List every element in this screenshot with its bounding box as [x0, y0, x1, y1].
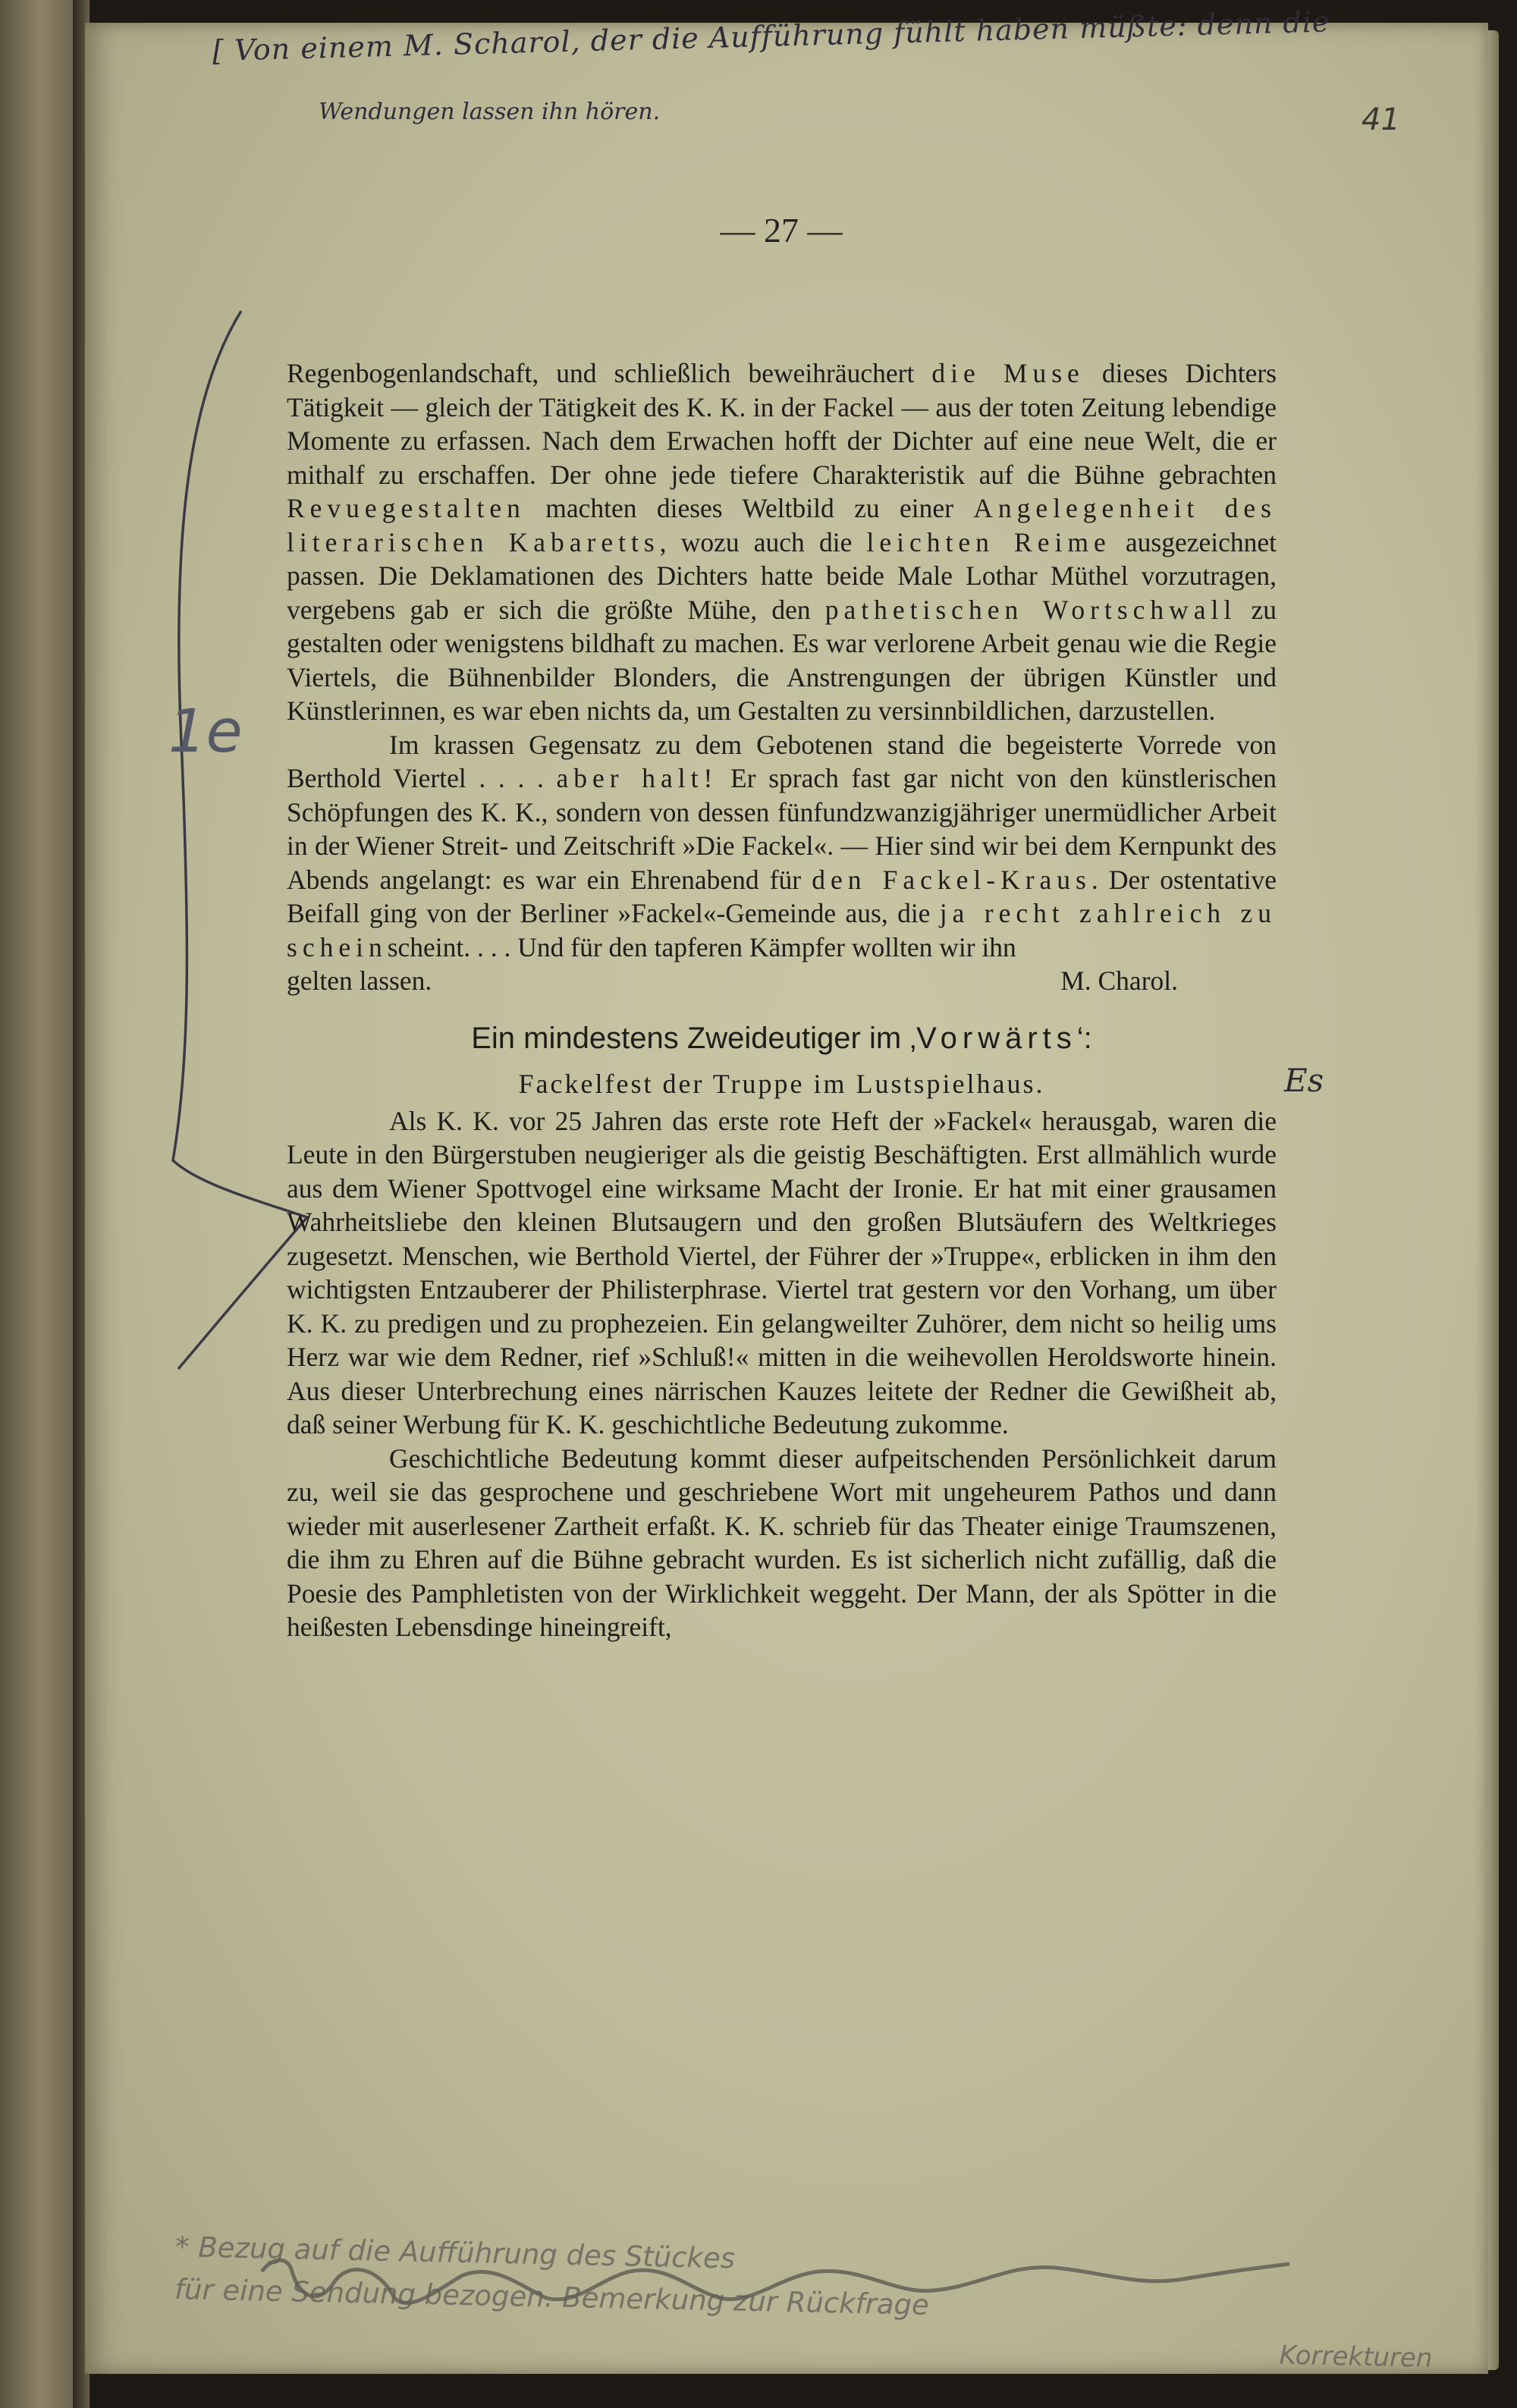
handwritten-line-1: [ Von einem M. Scharol, der die Aufführung fühlt haben müßte: denn die [212, 5, 1330, 67]
section-heading [287, 1019, 1277, 1057]
page-number: — 27 — [720, 211, 843, 250]
text-run: Regenbogenlandschaft, und schließlich beweihräuchert [287, 358, 932, 388]
text-run: . Der ostentative Beifall ging von der Berliner »Fackel«-Gemeinde aus, die [287, 864, 1277, 928]
text-run: Im krassen Gegensatz zu dem Gebotenen stand die begeisterte Vorrede von Berthold Viertel . . . . [287, 729, 1277, 793]
emphasized-text: leichten Reime [866, 526, 1111, 557]
emphasized-text: Angelegenheit des literarischen Kabaretts [287, 493, 1277, 557]
pencil-line-1: * Bezug auf die Aufführung des Stückes [174, 2231, 736, 2275]
heading-prefix: Ein mindestens Zweideutiger im ‚ [471, 1021, 917, 1055]
side-annotation-mark: Es [1284, 1062, 1324, 1099]
heading-spaced: Vorwärts [916, 1021, 1077, 1055]
emphasized-text: die Muse [931, 358, 1085, 388]
text-run: zu gestalten oder wenigstens bildhaft zu machen. Es war verlorene Arbeit genau wie die Regie Viertels, die Bühnenbilder Blonders, die Anstrengungen der übrigen Künstler und Künstlerinnen, es war eben nichts da, um Gestalten zu versinnbildlichen, darzustellen. [287, 594, 1277, 726]
article1-paragraph-2 [287, 728, 1277, 965]
section-subheading: Fackelfest der Truppe im Lustspielhaus. [518, 1068, 1045, 1099]
text-run: ausgezeichnet passen. Die Deklamationen des Dichters hatte beide Male Lothar Müthel vorzutragen, vergebens gab er sich die größte Mühe, den [287, 526, 1277, 625]
emphasized-text: Revuegestalten [287, 493, 526, 523]
pencil-line-2: für eine Sendung bezogen. Bemerkung zur Rückfrage [174, 2273, 930, 2322]
pencil-annotation-bottom [173, 2226, 1434, 2380]
margin-annotation-mark: 1e [168, 698, 243, 766]
article1-paragraph-1 [287, 356, 1277, 728]
text-run: , wozu auch die [659, 526, 867, 557]
text-run: Er sprach fast gar nicht von den künstlerischen Schöpfungen des K. K., sondern von dessen fünfundzwanzigjähriger unermüdlicher Arbeit in der Wiener Streit- und Zeitschrift »Die Fackel«. — Hier sind wir bei dem Kernpunkt des Abends angelangt: es war ein Ehrenabend für [287, 763, 1277, 895]
article2-paragraph-1: Als K. K. vor 25 Jahren das erste rote Heft der »Fackel« herausgab, waren die Leute in den Bürgerstuben neugieriger als die geistig Beschäftigten. Erst allmählich wurde aus dem Wiener Spottvogel eine wirksame Macht der Ironie. Er hat mit einer grausamen Wahrheitsliebe den kleinen Blutsaugern und den großen Blutsäufern des Weltkrieges zugesetzt. Menschen, wie Berthold Viertel, der Führer der »Truppe«, erblicken in ihm den wichtigsten Entzauberer der Philisterphrase. Viertel trat gestern vor den Vorhang, um über K. K. zu predigen und zu prophezeien. Ein gelangweilter Zuhörer, dem nicht so heilig ums Herz war wie dem Redner, rief »Schluß!« mitten in die weihevollen Heroldsworte hinein. Aus dieser Unterbrechung eines närrischen Kauzes leitete der Redner die Gewißheit ab, daß seiner Werbung für K. K. geschichtliche Bedeutung zukomme. [287, 1105, 1277, 1439]
article1-signature: M. Charol. [1060, 965, 1178, 996]
emphasized-text: pathetischen Wortschwall [824, 594, 1237, 625]
emphasized-text: aber halt! [556, 763, 718, 793]
heading-suffix: ‘: [1076, 1021, 1092, 1055]
article1-closing-line [287, 964, 1277, 998]
handwritten-line-2: Wendungen lassen ihn hören. [319, 99, 661, 125]
pencil-line-3: Korrekturen [1279, 2340, 1433, 2374]
text-run: dieses Dichters Tätigkeit — gleich der Tätigkeit des K. K. in der Fackel — aus der toten Zeitung lebendige Momente zu erfassen. Nach dem Erwachen hofft der Dichter auf eine neue Welt, die er mithalf zu erschaffen. Der ohne jede tiefere Charakteristik auf die Bühne gebrachten [287, 358, 1277, 490]
text-run: machten dieses Weltbild zu einer [525, 493, 974, 523]
article1-last-line: gelten lassen. [287, 965, 432, 996]
emphasized-text: den Fackel-Kraus [812, 864, 1091, 895]
page-text [287, 356, 1277, 1644]
article2-paragraph-2: Geschichtliche Bedeutung kommt dieser aufpeitschenden Persönlichkeit darum zu, weil sie das gesprochene und geschriebene Wort mit ungeheurem Pathos und dann wieder mit auserlesener Zartheit erfaßt. K. K. schrieb für das Theater einige Traumszenen, die ihm zu Ehren auf die Bühne gebracht wurden. Es ist sicherlich nicht zufällig, daß die Poesie des Pamphletisten von der Wirklichkeit weggeht. Der Mann, der als Spötter in die heißesten Lebensdinge hineingreift, [287, 1443, 1277, 1642]
emphasized-text: ja recht zahlreich zu schein [287, 898, 1277, 962]
text-run: scheint. . . . Und für den tapferen Kämpfer wollten wir ihn [387, 931, 1016, 962]
archive-page-number: 41 [1362, 102, 1400, 137]
